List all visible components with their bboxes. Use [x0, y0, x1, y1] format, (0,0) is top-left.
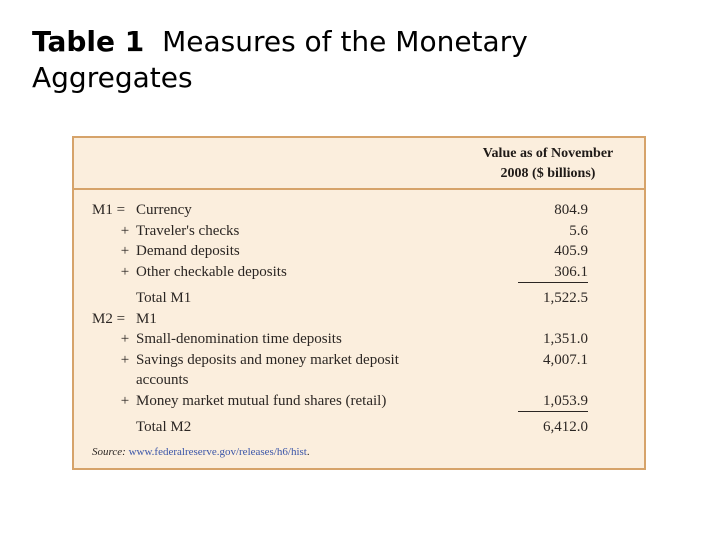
row-label: Currency	[136, 202, 192, 218]
row-label: Total M2	[136, 419, 192, 435]
row-value: 1,351.0	[543, 331, 588, 347]
row-value: 1,053.9	[518, 391, 588, 412]
table-body	[74, 200, 644, 438]
source-link[interactable]: www.federalreserve.gov/releases/h6/hist	[128, 446, 307, 458]
table-row	[74, 221, 644, 242]
source-end: .	[306, 446, 310, 458]
row-value: 6,412.0	[543, 419, 588, 435]
column-header-line1: Value as of November	[482, 146, 614, 161]
title-table-number: Table 1	[32, 25, 145, 58]
row-operator: +	[120, 392, 130, 409]
table-row	[74, 241, 644, 262]
table-row	[74, 350, 644, 371]
table-row	[74, 370, 644, 391]
row-label: accounts	[136, 372, 189, 388]
table-row	[74, 200, 644, 221]
table-header	[74, 138, 644, 190]
row-value: 804.9	[554, 202, 588, 218]
row-label: Savings deposits and money market deposit	[136, 351, 399, 368]
row-label: Money market mutual fund shares (retail)	[136, 392, 387, 409]
slide-title	[32, 24, 692, 96]
row-operator: +	[120, 331, 130, 347]
table-row	[74, 329, 644, 350]
row-label: M1	[136, 310, 157, 327]
row-lead: M1 =	[92, 202, 126, 218]
value-column-header	[468, 144, 628, 184]
monetary-aggregates-table	[72, 136, 646, 470]
table-row	[74, 391, 644, 412]
row-label: Traveler's checks	[136, 222, 240, 239]
row-value: 405.9	[554, 243, 588, 259]
row-operator: +	[120, 243, 130, 259]
row-value: 306.1	[518, 262, 588, 283]
table-row	[74, 417, 644, 438]
row-operator: +	[120, 263, 130, 280]
row-value: 5.6	[569, 222, 588, 239]
row-lead: M2 =	[92, 310, 126, 327]
table-row	[74, 309, 644, 330]
title-text: Measures of the Monetary Aggregates	[32, 25, 528, 94]
column-header-line2: 2008 ($ billions)	[500, 166, 596, 181]
row-value: 4,007.1	[543, 351, 588, 368]
row-label: Small-denomination time deposits	[136, 331, 342, 347]
table-row	[74, 288, 644, 309]
table-source	[92, 446, 310, 458]
row-value: 1,522.5	[543, 290, 588, 306]
source-label: Source:	[92, 446, 126, 458]
row-operator: +	[120, 351, 130, 368]
row-label: Total M1	[136, 290, 192, 306]
row-label: Demand deposits	[136, 243, 240, 259]
row-label: Other checkable deposits	[136, 263, 287, 280]
table-row	[74, 262, 644, 283]
row-operator: +	[120, 222, 130, 239]
